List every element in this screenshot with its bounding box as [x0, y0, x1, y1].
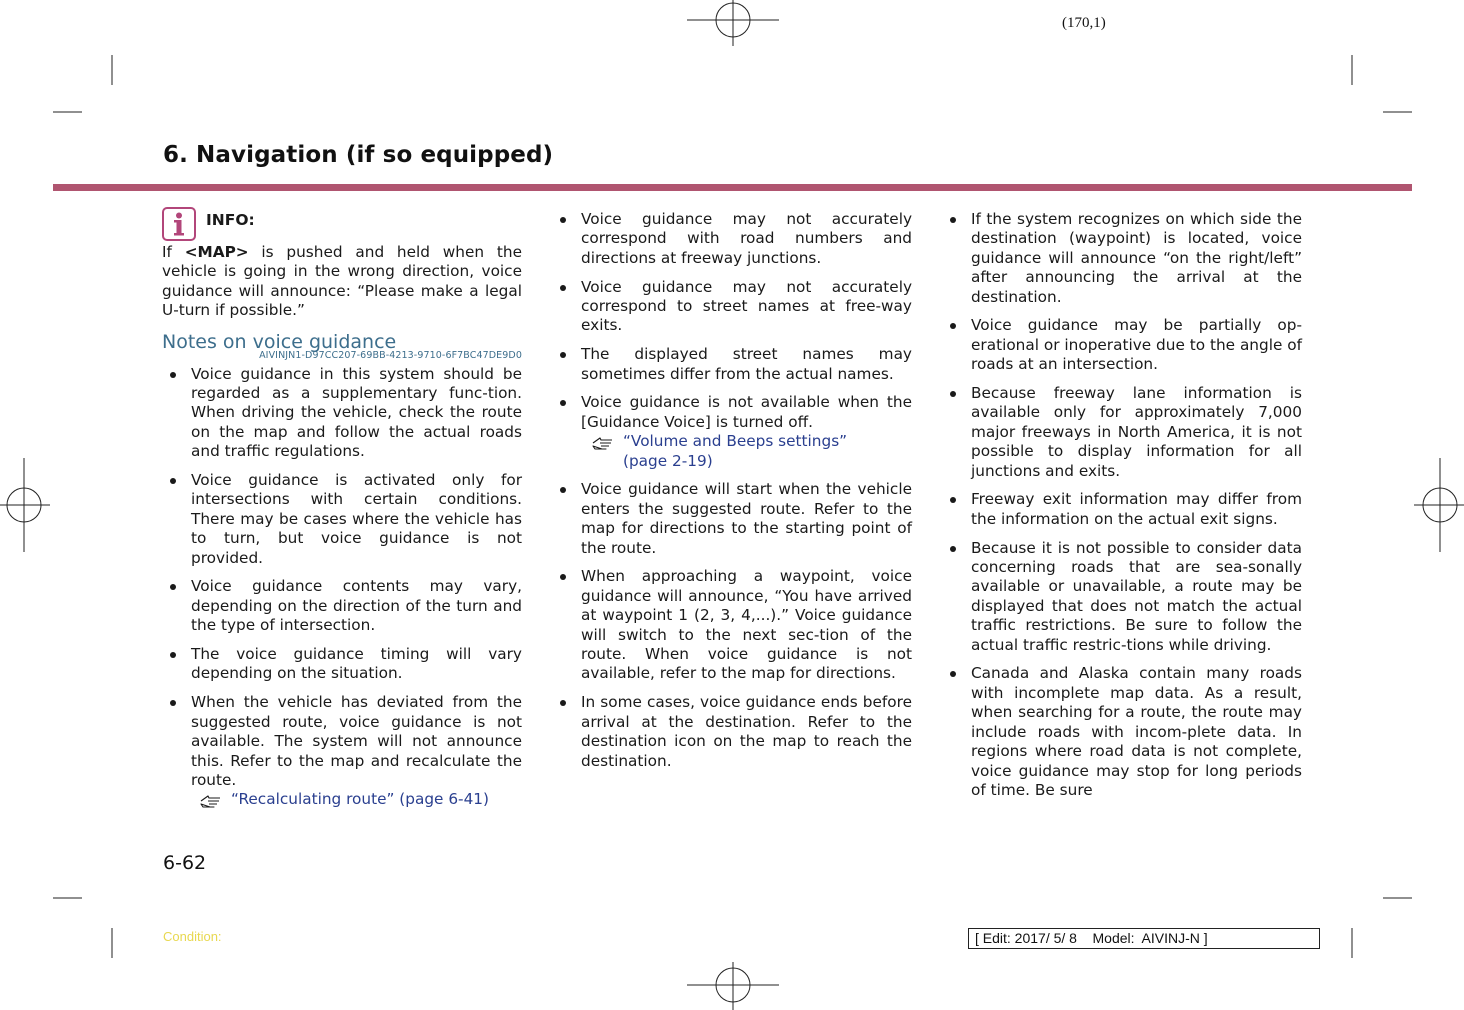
reference-text[interactable] — [623, 432, 847, 471]
registration-mark-left — [0, 458, 50, 552]
column-2 — [552, 210, 912, 780]
bullet-icon — [170, 372, 176, 378]
registration-mark-top — [687, 0, 779, 46]
reference-link-recalculating[interactable] — [199, 790, 522, 809]
bullet-icon — [950, 546, 956, 552]
list-item — [552, 693, 912, 771]
bullet-icon — [560, 574, 566, 580]
list-item — [552, 278, 912, 336]
chapter-rule — [53, 184, 1412, 191]
info-text-pre: If — [162, 243, 185, 261]
column-3 — [942, 210, 1302, 810]
bullet-icon — [950, 217, 956, 223]
column-1 — [162, 206, 522, 819]
list-item-text: Voice guidance may not accurately correspond to street names at free-way exits. — [581, 277, 912, 335]
section-id: AIVINJN1-D97CC207-69BB-4213-9710-6F7BC47DE9D0 — [259, 349, 522, 361]
crop-mark-top-right — [1352, 55, 1412, 112]
list-item — [552, 210, 912, 268]
list-item-text: Canada and Alaska contain many roads with incomplete map data. As a result, when searching for a route, the route may include roads with incom-plete data. In regions where road data is not complete, voice guidance may stop for long periods of time. Be sure — [971, 664, 1302, 799]
edit-info-box: [ Edit: 2017/ 5/ 8 Model: AIVINJ-N ] — [968, 928, 1320, 949]
list-item — [552, 567, 912, 683]
bullet-icon — [950, 391, 956, 397]
reference-text-line1[interactable]: “Volume and Beeps settings” — [623, 432, 848, 451]
bullet-icon — [560, 487, 566, 493]
bullet-icon — [170, 700, 176, 706]
reference-link-volume-beeps[interactable] — [591, 432, 912, 471]
bullet-list-col2 — [552, 210, 912, 771]
info-title: INFO: — [206, 211, 255, 230]
info-text — [162, 243, 522, 321]
crop-mark-bottom-left — [53, 898, 112, 958]
bullet-icon — [950, 497, 956, 503]
registration-mark-bottom — [687, 962, 779, 1010]
info-header — [162, 206, 522, 242]
bullet-icon — [560, 285, 566, 291]
list-item-text: Voice guidance will start when the vehicle enters the suggested route. Refer to the map for directions to the starting point of the route. — [581, 480, 912, 557]
list-item-text: Voice guidance contents may vary, depending on the direction of the turn and the type of intersection. — [191, 577, 522, 635]
bullet-icon — [560, 400, 566, 406]
list-item — [552, 393, 912, 471]
list-item — [552, 345, 912, 384]
bullet-icon — [560, 700, 566, 706]
page-number: 6-62 — [163, 852, 207, 874]
bullet-list-col3 — [942, 210, 1302, 800]
reference-text-line2[interactable]: (page 2-19) — [623, 451, 713, 470]
list-item — [942, 384, 1302, 481]
list-item-text: If the system recognizes on which side the destination (waypoint) is located, voice guidance will announce “on the right/left” after announcing the arrival at the destination. — [971, 210, 1302, 306]
list-item — [942, 490, 1302, 529]
bullet-icon — [560, 217, 566, 223]
list-item-text: When approaching a waypoint, voice guidance will announce, “You have arrived at waypoint 1 (2, 3, 4,...).” Voice guidance will switch to the next sec-tion of the route. When voice guidance is not available, refer to the map for directions. — [581, 567, 912, 683]
reference-hand-icon — [591, 434, 615, 450]
section-heading — [162, 330, 522, 361]
list-item — [942, 210, 1302, 307]
list-item — [942, 539, 1302, 655]
bullet-icon — [950, 671, 956, 677]
bullet-icon — [170, 584, 176, 590]
chapter-title: 6. Navigation (if so equipped) — [163, 142, 554, 168]
bullet-list-col1 — [162, 365, 522, 810]
list-item-text: In some cases, voice guidance ends before arrival at the destination. Refer to the destination icon on the map to reach the destination. — [581, 693, 912, 770]
list-item-text: Voice guidance may be partially op-erational or inoperative due to the angle of roads at an intersection. — [971, 316, 1302, 374]
map-key-label: <MAP> — [184, 243, 249, 261]
list-item-text: Voice guidance is activated only for intersections with certain conditions. There may be cases where the vehicle has to turn, but voice guidance is not provided. — [191, 471, 522, 567]
list-item-text: The displayed street names may sometimes differ from the actual names. — [581, 345, 912, 383]
list-item — [162, 693, 522, 809]
list-item — [942, 664, 1302, 800]
crop-mark-top-left — [53, 55, 112, 112]
page-code: (170,1) — [1062, 15, 1106, 31]
list-item-text: Because freeway lane information is available only for approximately 7,000 major freeways in North America, it is not possible to display information for all junctions and exits. — [971, 384, 1302, 480]
list-item-text: Voice guidance is not available when the [Guidance Voice] is turned off. — [581, 393, 912, 431]
list-item-text: When the vehicle has deviated from the suggested route, voice guidance is not available. The system will not announce this. Refer to the map and recalculate the route. — [191, 693, 522, 789]
bullet-icon — [170, 652, 176, 658]
reference-text[interactable]: “Recalculating route” (page 6-41) — [231, 790, 490, 809]
section-title: Notes on voice guidance — [162, 330, 397, 353]
bullet-icon — [950, 323, 956, 329]
list-item-text: The voice guidance timing will vary depending on the situation. — [191, 645, 522, 683]
list-item — [162, 577, 522, 635]
list-item — [162, 645, 522, 684]
condition-label: Condition: — [163, 929, 222, 944]
list-item-text: Voice guidance in this system should be regarded as a supplementary func-tion. When driving the vehicle, check the route on the map and follow the actual roads and traffic regulations. — [191, 364, 522, 461]
list-item — [162, 365, 522, 462]
registration-mark-right — [1414, 458, 1464, 552]
reference-hand-icon — [199, 792, 223, 808]
list-item — [162, 471, 522, 568]
list-item — [552, 480, 912, 558]
list-item-text: Voice guidance may not accurately correspond with road numbers and directions at freeway junctions. — [581, 210, 912, 267]
list-item — [942, 316, 1302, 374]
crop-mark-bottom-right — [1352, 898, 1412, 958]
bullet-icon — [170, 478, 176, 484]
info-icon — [162, 207, 196, 241]
list-item-text: Because it is not possible to consider data concerning roads that are sea-sonally available or unavailable, a route may be displayed that does not match the actual traffic restrictions. Be sure to follow the actual traffic restric-tions while driving. — [971, 538, 1302, 654]
info-text-post: is pushed and held when the vehicle is going in the wrong direction, voice guidance will announce: “Please make a legal U-turn if possible.” — [162, 243, 522, 320]
list-item-text: Freeway exit information may differ from the information on the actual exit signs. — [971, 490, 1302, 528]
bullet-icon — [560, 352, 566, 358]
